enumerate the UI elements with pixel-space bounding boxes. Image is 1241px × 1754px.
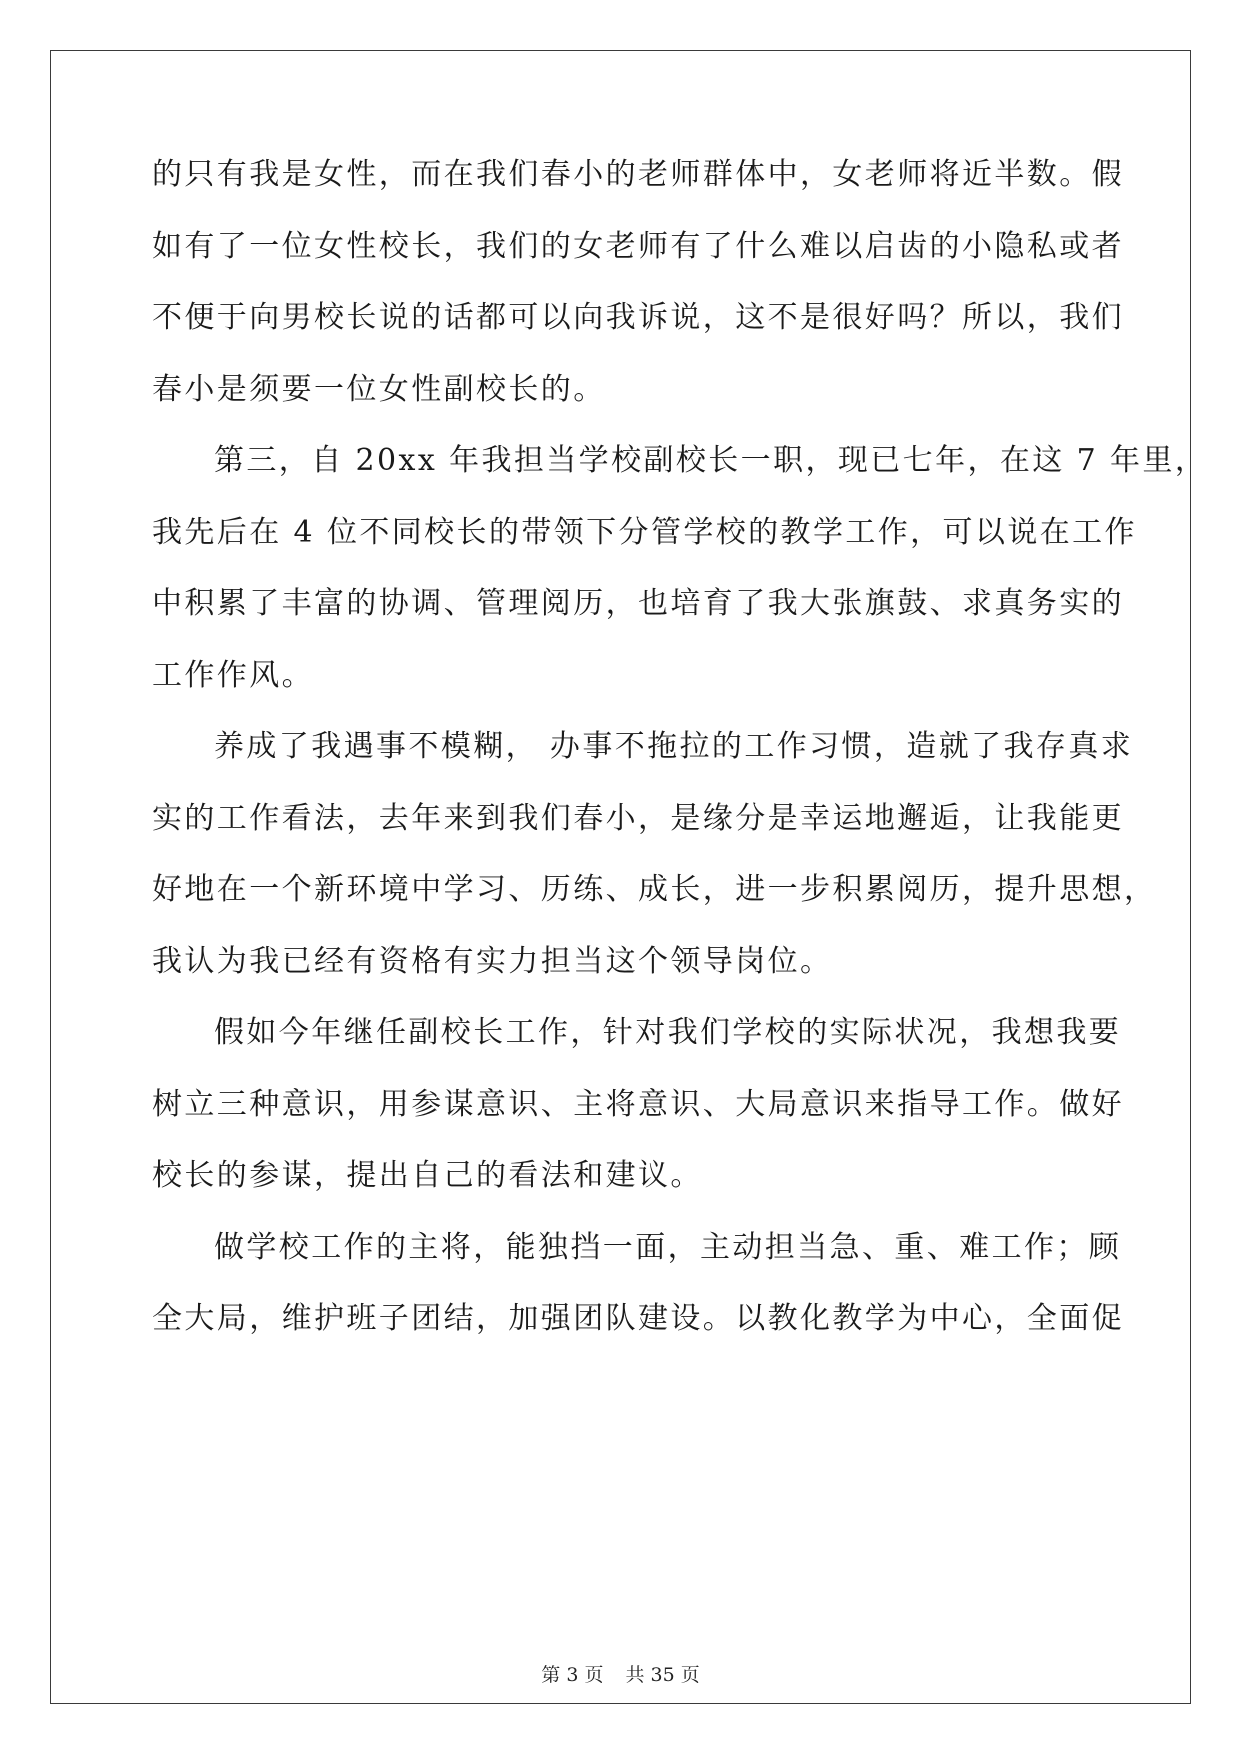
body-line: 我认为我已经有资格有实力担当这个领导岗位。 <box>152 944 833 979</box>
body-line: 实的工作看法，去年来到我们春小，是缘分是幸运地邂逅，让我能更 <box>152 801 1124 836</box>
body-line: 树立三种意识，用参谋意识、主将意识、大局意识来指导工作。做好 <box>152 1087 1124 1122</box>
body-line: 第三，自 20xx 年我担当学校副校长一职，现已七年，在这 7 年里， <box>214 443 1208 478</box>
page-total: 共 35 页 <box>625 1664 700 1686</box>
body-line: 如有了一位女性校长，我们的女老师有了什么难以启齿的小隐私或者 <box>152 229 1124 264</box>
body-line: 全大局，维护班子团结，加强团队建设。以教化教学为中心，全面促 <box>152 1301 1124 1336</box>
body-line: 工作作风。 <box>152 658 314 693</box>
page-footer <box>0 1663 1241 1687</box>
body-line: 假如今年继任副校长工作，针对我们学校的实际状况，我想我要 <box>214 1015 1122 1050</box>
page-number: 第 3 页 <box>541 1664 604 1686</box>
body-line: 好地在一个新环境中学习、历练、成长，进一步积累阅历，提升思想， <box>152 872 1157 907</box>
body-line: 中积累了丰富的协调、管理阅历，也培育了我大张旗鼓、求真务实的 <box>152 586 1124 621</box>
body-line: 我先后在 4 位不同校长的带领下分管学校的教学工作，可以说在工作 <box>152 515 1137 550</box>
body-line: 校长的参谋，提出自己的看法和建议。 <box>152 1158 703 1193</box>
body-line: 做学校工作的主将，能独挡一面，主动担当急、重、难工作；顾 <box>214 1230 1122 1265</box>
body-line: 不便于向男校长说的话都可以向我诉说，这不是很好吗？所以，我们 <box>152 300 1124 335</box>
body-line: 春小是须要一位女性副校长的。 <box>152 372 606 407</box>
body-line: 养成了我遇事不模糊， 办事不拖拉的工作习惯，造就了我存真求 <box>214 729 1134 764</box>
body-line: 的只有我是女性，而在我们春小的老师群体中，女老师将近半数。假 <box>152 157 1124 192</box>
